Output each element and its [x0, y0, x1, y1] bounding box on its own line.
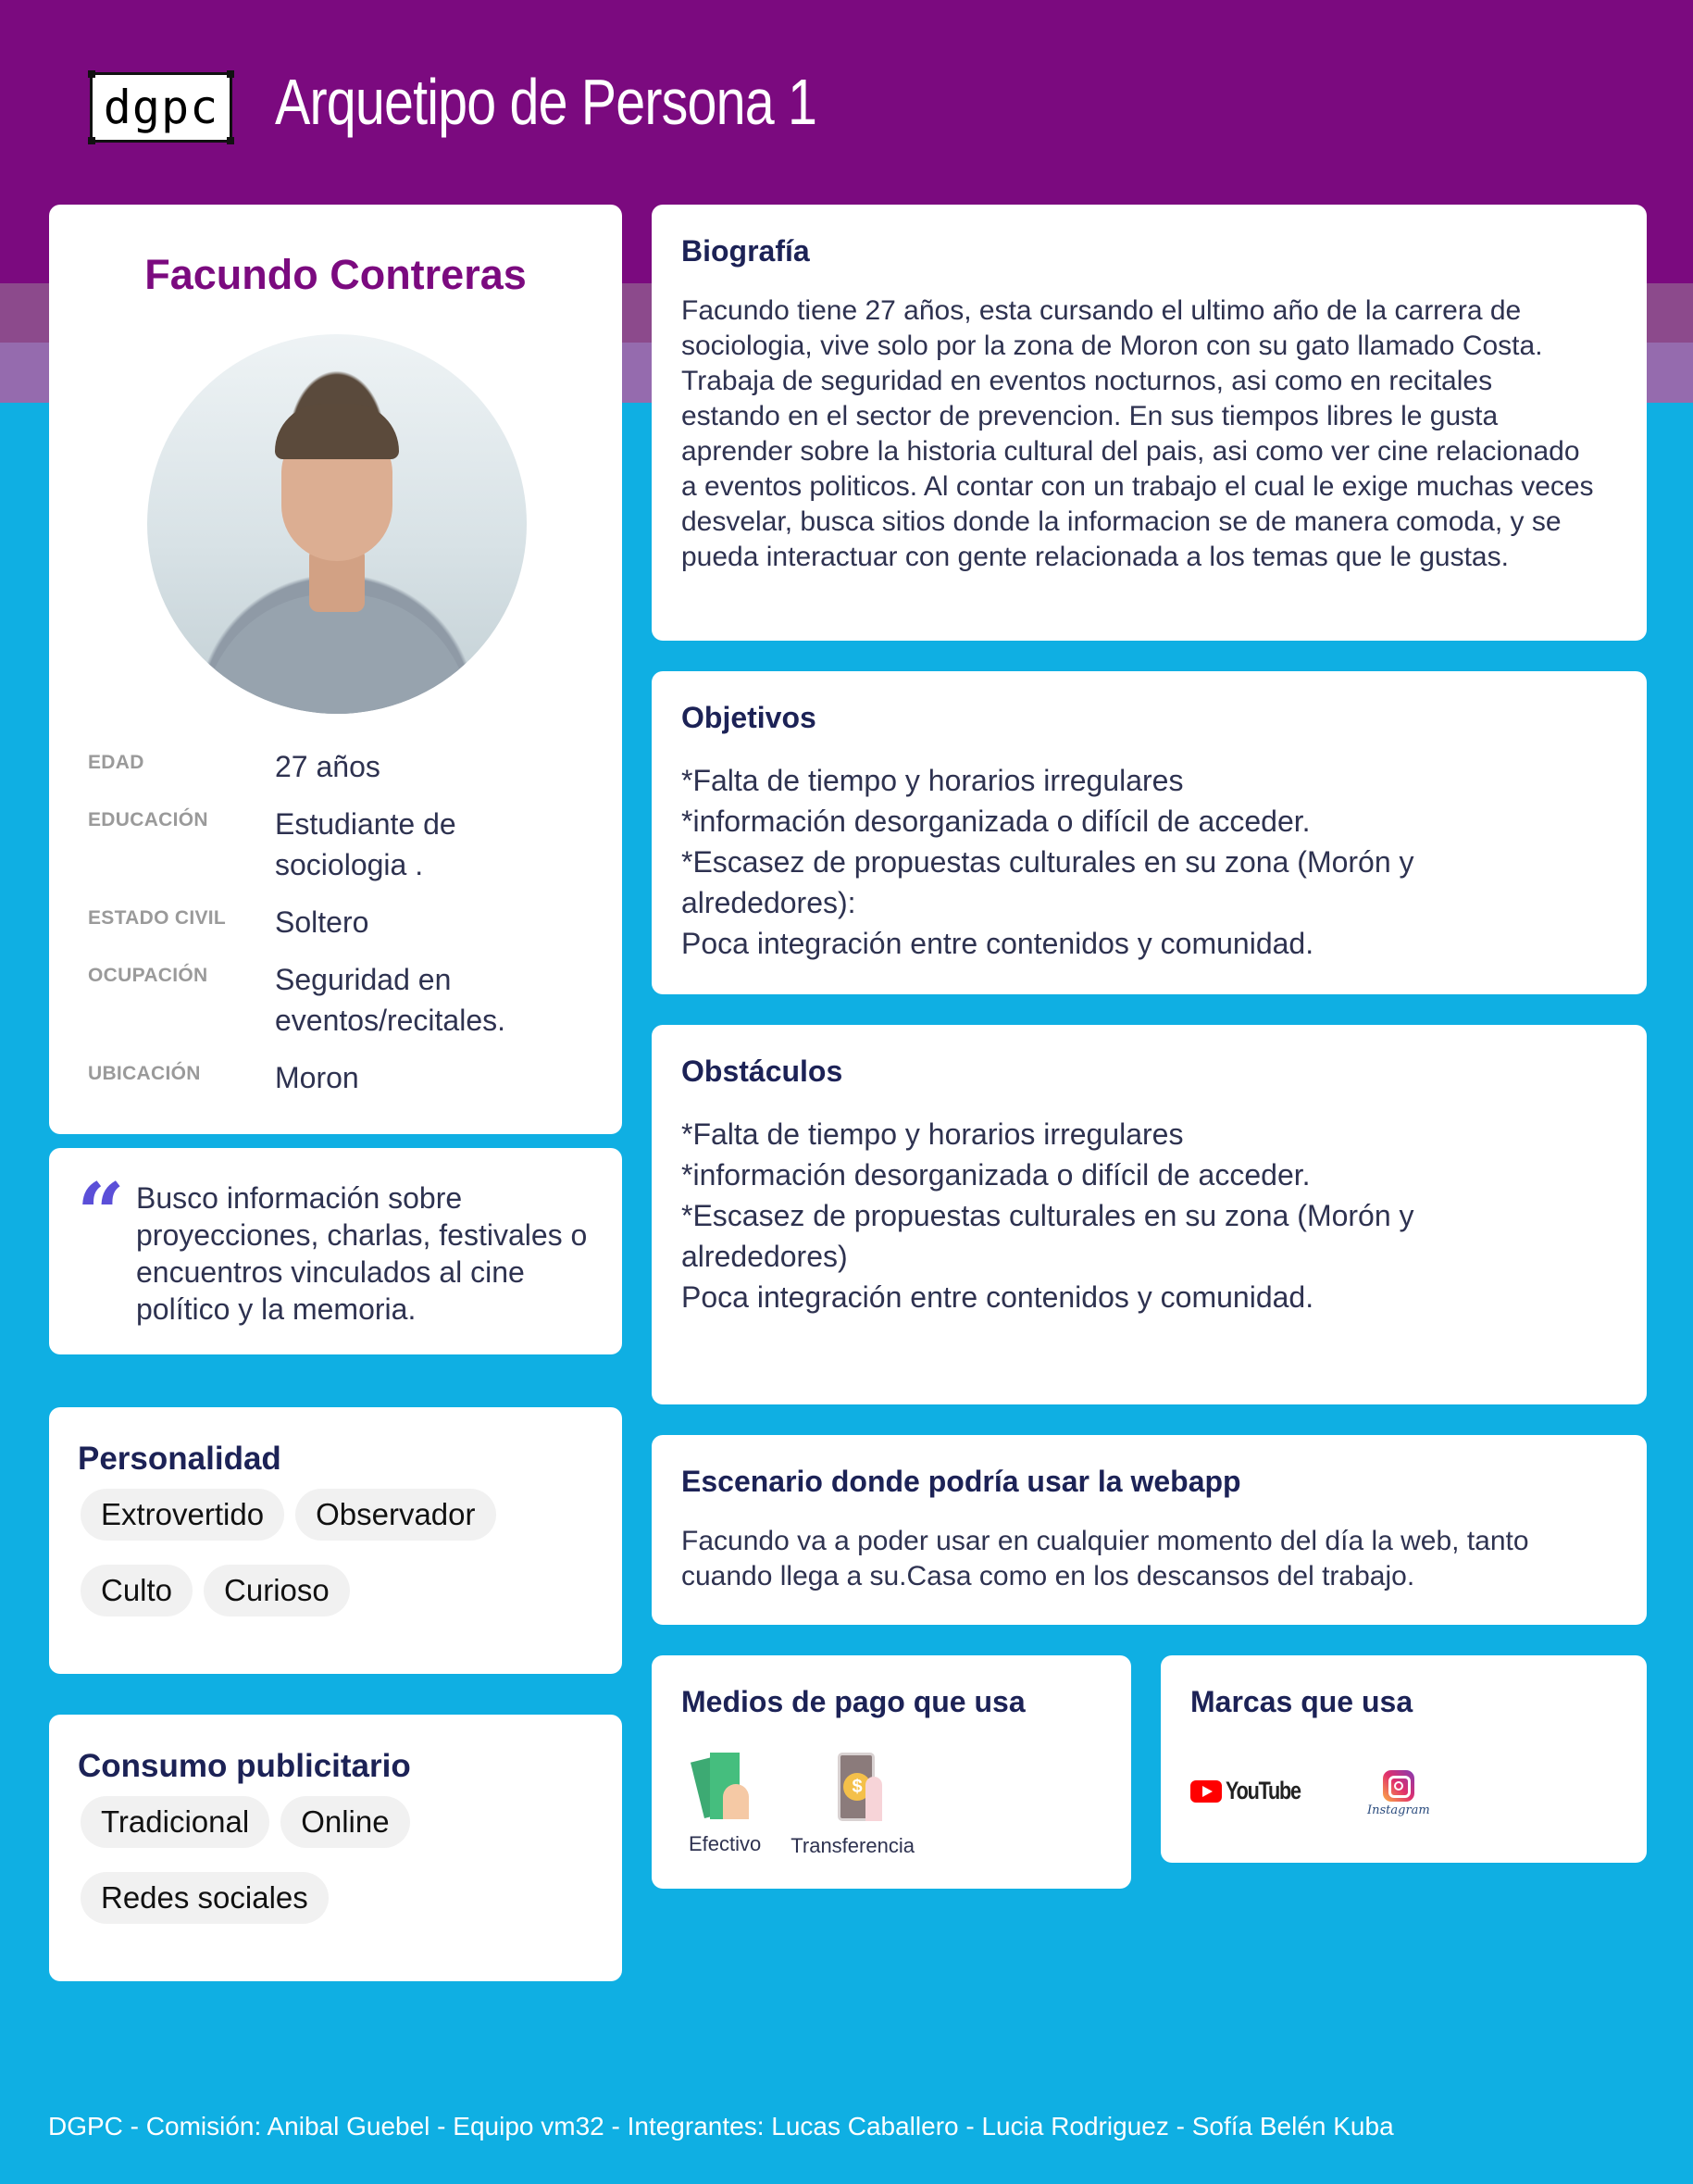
ad-consumption-tag: Redes sociales: [81, 1872, 329, 1924]
biography-text: Facundo tiene 27 años, esta cursando el ultimo año de la carrera de sociologia, vive solo por la zona de Moron con su gato llamado Costa. Trabaja de seguridad en eventos nocturnos, asi como en recitales estando en el sector de prevencion. En sus tiempos libres le gusta aprender sobre la historia cultural del pais, asi como ver cine relacionado a eventos politicos. Al contar con un trabajo el cual le exige muchas veces desvelar, busca sitios donde la informacion se de manera comoda, y se pueda interactuar con gente relacionada a los temas que le gustas.: [681, 295, 1594, 572]
quote-card: [49, 1148, 622, 1354]
fact-label: OCUPACIÓN: [88, 965, 208, 986]
goal-item: *información desorganizada o difícil de acceder.: [681, 805, 1311, 838]
fact-label: EDAD: [88, 752, 144, 773]
payment-label: Transferencia: [790, 1834, 915, 1857]
fact-educacion: [88, 804, 606, 885]
fact-ocupacion: [88, 959, 606, 1041]
brand-label: Instagram: [1366, 1803, 1430, 1817]
logo-text: dgpc: [103, 81, 219, 134]
quote-icon: “: [77, 1165, 125, 1263]
fact-label: ESTADO CIVIL: [88, 907, 227, 929]
brands-title: Marcas que usa: [1190, 1685, 1413, 1718]
ad-consumption-tag: Online: [280, 1796, 409, 1848]
personality-tag: Curioso: [204, 1565, 350, 1616]
ad-consumption-title: Consumo publicitario: [78, 1748, 411, 1784]
fact-ubicacion: [88, 1057, 606, 1098]
obstacles-card: [652, 1025, 1647, 1404]
logo-handle: [88, 70, 95, 78]
payment-methods-list: [689, 1753, 915, 1858]
personality-tags: [81, 1489, 599, 1616]
goal-item: *Escasez de propuestas culturales en su zona (Morón y alrededores):: [681, 845, 1414, 919]
biography-card: [652, 205, 1647, 641]
scenario-title: Escenario donde podría usar la webapp: [681, 1465, 1241, 1498]
payment-item-cash: [689, 1753, 761, 1858]
brands-card: [1161, 1655, 1647, 1863]
fact-estado-civil: [88, 902, 606, 942]
ad-consumption-tags: [81, 1796, 599, 1924]
obstacles-list: [681, 1114, 1477, 1317]
instagram-camera-icon: [1383, 1770, 1414, 1802]
personality-tag: Observador: [295, 1489, 495, 1541]
logo-handle: [88, 137, 95, 144]
fact-label: UBICACIÓN: [88, 1063, 201, 1084]
scenario-card: [652, 1435, 1647, 1625]
fact-value: 27 años: [275, 750, 380, 783]
quote-text: Busco información sobre proyecciones, charlas, festivales o encuentros vinculados al cine político y la memoria.: [136, 1181, 588, 1326]
payment-item-transfer: [790, 1753, 915, 1858]
goal-item: Poca integración entre contenidos y comunidad.: [681, 927, 1314, 960]
personality-title: Personalidad: [78, 1441, 281, 1477]
fact-edad: [88, 746, 606, 787]
youtube-logo-icon: [1190, 1777, 1319, 1805]
payment-methods-card: [652, 1655, 1131, 1889]
instagram-logo-icon: [1367, 1770, 1430, 1817]
personality-tag: Extrovertido: [81, 1489, 284, 1541]
fact-value: Moron: [275, 1061, 359, 1094]
obstacle-item: *Escasez de propuestas culturales en su zona (Morón y alrededores): [681, 1199, 1414, 1273]
obstacles-title: Obstáculos: [681, 1055, 843, 1088]
scenario-text: Facundo va a poder usar en cualquier momento del día la web, tanto cuando llega a su.Casa como en los descansos del trabajo.: [681, 1526, 1529, 1591]
photo-hair: [275, 404, 399, 459]
personality-card: [49, 1407, 622, 1674]
goals-list: [681, 760, 1477, 964]
profile-card: [49, 205, 622, 1134]
ad-consumption-card: [49, 1715, 622, 1981]
phone-payment-icon: $: [823, 1753, 882, 1821]
obstacle-item: Poca integración entre contenidos y comunidad.: [681, 1280, 1314, 1314]
obstacle-item: *información desorganizada o difícil de acceder.: [681, 1158, 1311, 1192]
fact-value: Seguridad en eventos/recitales.: [275, 963, 506, 1037]
obstacle-item: *Falta de tiempo y horarios irregulares: [681, 1117, 1184, 1151]
dgpc-logo: [90, 72, 232, 143]
ad-consumption-tag: Tradicional: [81, 1796, 269, 1848]
goals-title: Objetivos: [681, 701, 816, 734]
brands-list: [1190, 1765, 1430, 1817]
youtube-play-icon: [1190, 1780, 1222, 1803]
profile-facts: [88, 746, 606, 1115]
payment-label: Efectivo: [689, 1832, 762, 1855]
fact-value: Estudiante de sociologia .: [275, 807, 456, 881]
cash-icon: [697, 1753, 753, 1819]
persona-photo: [147, 334, 527, 714]
logo-handle: [227, 70, 234, 78]
personality-tag: Culto: [81, 1565, 193, 1616]
persona-name: Facundo Contreras: [144, 251, 527, 298]
fact-label: EDUCACIÓN: [88, 809, 208, 830]
biography-title: Biografía: [681, 234, 810, 268]
footer-credits: DGPC - Comisión: Anibal Guebel - Equipo vm32 - Integrantes: Lucas Caballero - Lucia Rodriguez - Sofía Belén Kuba: [48, 2112, 1394, 2140]
goal-item: *Falta de tiempo y horarios irregulares: [681, 764, 1184, 797]
page-title: Arquetipo de Persona 1: [275, 66, 817, 138]
logo-handle: [227, 137, 234, 144]
payment-methods-title: Medios de pago que usa: [681, 1685, 1026, 1718]
brand-label: YouTube: [1226, 1777, 1301, 1804]
goals-card: [652, 671, 1647, 994]
fact-value: Soltero: [275, 905, 369, 939]
